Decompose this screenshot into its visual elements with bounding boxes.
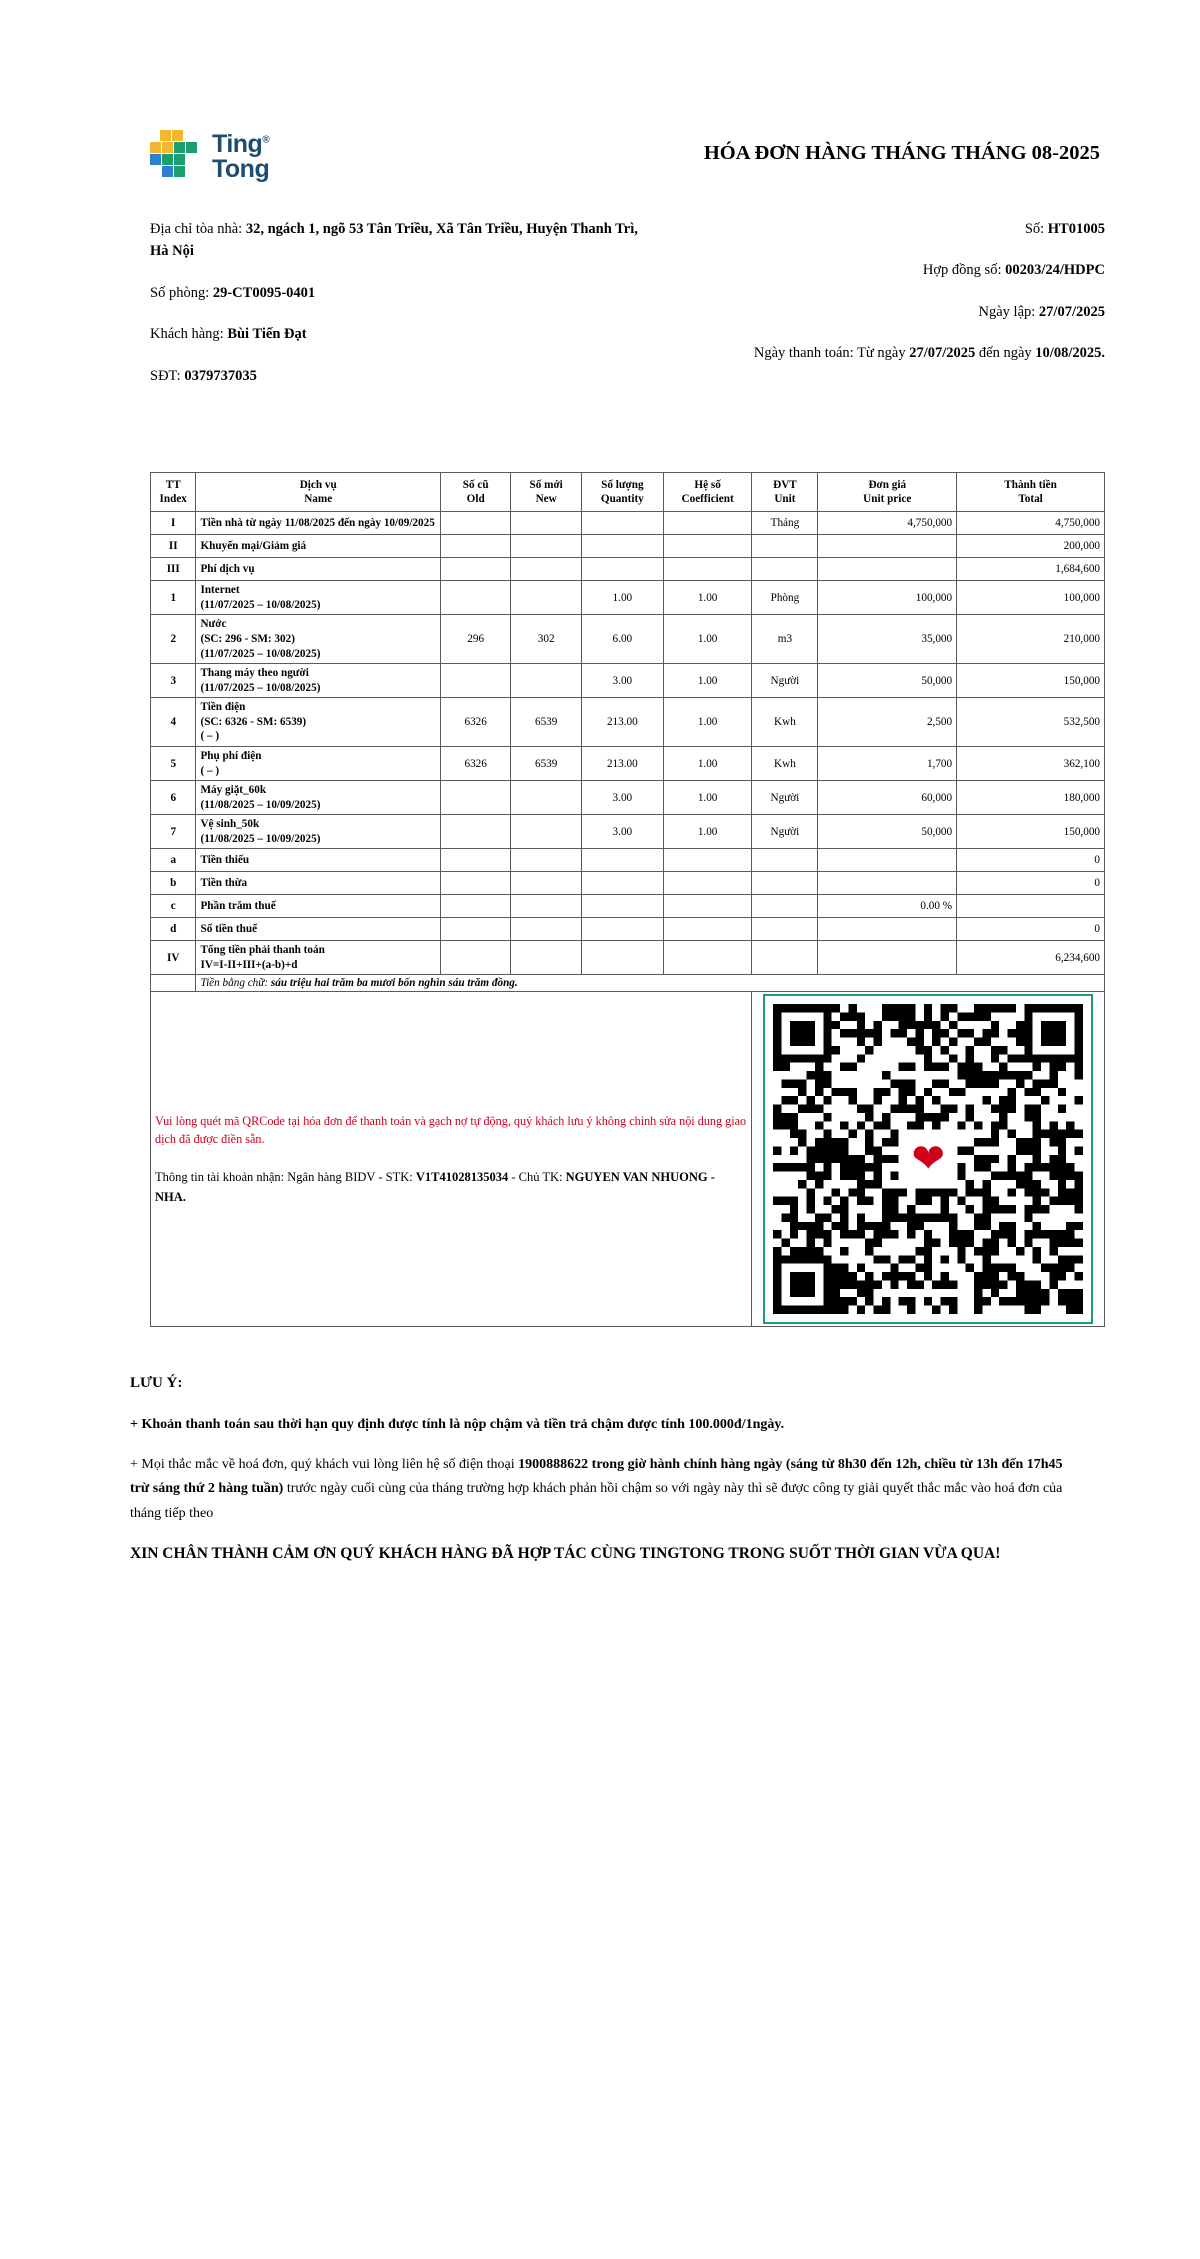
cell-unit-price xyxy=(818,849,957,872)
brand-trademark: ® xyxy=(262,134,270,146)
cell-quantity: 3.00 xyxy=(581,664,663,698)
table-row xyxy=(151,746,1105,780)
cell-total: 180,000 xyxy=(957,781,1105,815)
cell-unit-price: 50,000 xyxy=(818,664,957,698)
cell-total: 150,000 xyxy=(957,664,1105,698)
cell-new xyxy=(511,512,581,535)
cell-new xyxy=(511,558,581,581)
cell-unit xyxy=(752,941,818,975)
payment-mid-label: đến ngày xyxy=(978,345,1032,362)
col-name: Dịch vụ Name xyxy=(196,473,440,512)
table-row xyxy=(151,558,1105,581)
invoice-number-label: Số: xyxy=(1024,221,1045,237)
cell-new xyxy=(511,872,581,895)
cell-total: 0 xyxy=(957,849,1105,872)
table-row xyxy=(151,895,1105,918)
cell-unit-price: 100,000 xyxy=(818,581,957,615)
cell-old xyxy=(440,781,510,815)
cell-index: IV xyxy=(151,941,196,975)
cell-index: c xyxy=(151,895,196,918)
created-date-label: Ngày lập: xyxy=(978,303,1036,320)
cell-old xyxy=(440,581,510,615)
cell-old xyxy=(440,941,510,975)
cell-coefficient: 1.00 xyxy=(663,615,752,664)
cell-service-name: Phí dịch vụ xyxy=(196,558,440,581)
cell-index: 1 xyxy=(151,581,196,615)
building-address-row xyxy=(150,218,647,263)
cell-new xyxy=(511,941,581,975)
invoice-table xyxy=(150,472,1105,1327)
table-row xyxy=(151,535,1105,558)
cell-coefficient xyxy=(663,535,752,558)
cell-service-name: Khuyến mại/Giảm giá xyxy=(196,535,440,558)
invoice-number-value: HT01005 xyxy=(1047,221,1105,237)
amount-in-words: Tiền bằng chữ: sáu triệu hai trăm ba mươi bốn nghìn sáu trăm đồng. xyxy=(196,975,1105,992)
table-row xyxy=(151,849,1105,872)
cell-old xyxy=(440,512,510,535)
cell-service-name: Tổng tiền phải thanh toán IV=I-II+III+(a-b)+d xyxy=(196,941,440,975)
cell-unit: m3 xyxy=(752,615,818,664)
cell-index: d xyxy=(151,918,196,941)
cell-unit: Người xyxy=(752,815,818,849)
cell-old xyxy=(440,872,510,895)
cell-quantity: 6.00 xyxy=(581,615,663,664)
cell-old xyxy=(440,918,510,941)
table-row xyxy=(151,512,1105,535)
cell-old xyxy=(440,664,510,698)
cell-total: 100,000 xyxy=(957,581,1105,615)
cell-service-name: Internet (11/07/2025 – 10/08/2025) xyxy=(196,581,440,615)
cell-total: 4,750,000 xyxy=(957,512,1105,535)
table-row xyxy=(151,581,1105,615)
cell-service-name: Vệ sinh_50k (11/08/2025 – 10/09/2025) xyxy=(196,815,440,849)
building-address-value: 32, ngách 1, ngõ 53 Tân Triều, Xã Tân Triều, Huyện Thanh Trì, Hà Nội xyxy=(150,221,638,260)
cell-total: 0 xyxy=(957,872,1105,895)
col-quantity: Số lượng Quantity xyxy=(581,473,663,512)
cell-total: 532,500 xyxy=(957,698,1105,747)
cell-coefficient: 1.00 xyxy=(663,698,752,747)
cell-quantity: 3.00 xyxy=(581,781,663,815)
cell-unit xyxy=(752,918,818,941)
cell-old: 6326 xyxy=(440,746,510,780)
cell-old xyxy=(440,535,510,558)
payment-from-value: 27/07/2025 xyxy=(909,345,976,362)
invoice-table-wrap xyxy=(0,406,1200,1327)
bank-info: Thông tin tài khoản nhận: Ngân hàng BIDV - STK: V1T41028135034 - Chủ TK: NGUYEN VAN NHUONG - NHA. xyxy=(155,1170,715,1205)
cell-quantity xyxy=(581,535,663,558)
cell-index: 3 xyxy=(151,664,196,698)
cell-index: II xyxy=(151,535,196,558)
thanks-message: XIN CHÂN THÀNH CẢM ƠN QUÝ KHÁCH HÀNG ĐÃ HỢP TÁC CÙNG TINGTONG TRONG SUỐT THỜI GIAN VỪA QUA! xyxy=(130,1544,1001,1562)
cell-quantity xyxy=(581,512,663,535)
cell-new xyxy=(511,535,581,558)
table-header-row xyxy=(151,473,1105,512)
cell-total: 200,000 xyxy=(957,535,1105,558)
cell-unit: Người xyxy=(752,781,818,815)
created-date-value: 27/07/2025 xyxy=(1038,303,1105,320)
invoice-header xyxy=(0,0,1200,184)
cell-service-name: Số tiền thuế xyxy=(196,918,440,941)
qr-code[interactable] xyxy=(763,994,1093,1324)
cell-new xyxy=(511,815,581,849)
contract-label: Hợp đồng số: xyxy=(922,262,1002,279)
room-row xyxy=(150,282,647,304)
cell-coefficient xyxy=(663,918,752,941)
table-row xyxy=(151,941,1105,975)
cell-coefficient xyxy=(663,558,752,581)
cell-new xyxy=(511,781,581,815)
cell-service-name: Nước (SC: 296 - SM: 302) (11/07/2025 – 10/08/2025) xyxy=(196,615,440,664)
bank-account-number: V1T41028135034 xyxy=(415,1170,509,1185)
cell-unit xyxy=(752,849,818,872)
cell-new xyxy=(511,581,581,615)
cell-old: 6326 xyxy=(440,698,510,747)
cell-unit-price xyxy=(818,918,957,941)
cell-unit xyxy=(752,535,818,558)
cell-quantity: 1.00 xyxy=(581,581,663,615)
payment-to-value: 10/08/2025. xyxy=(1035,345,1105,362)
cell-new xyxy=(511,895,581,918)
col-old: Số cũ Old xyxy=(440,473,510,512)
cell-unit-price: 0.00 % xyxy=(818,895,957,918)
building-address-label: Địa chỉ tòa nhà: xyxy=(150,221,243,237)
invoice-meta xyxy=(0,184,1200,406)
cell-index: 2 xyxy=(151,615,196,664)
col-unit-price: Đơn giá Unit price xyxy=(818,473,957,512)
bank-account-owner: NGUYEN VAN NHUONG - NHA. xyxy=(155,1170,715,1205)
cell-index: a xyxy=(151,849,196,872)
cell-old xyxy=(440,895,510,918)
table-row xyxy=(151,698,1105,747)
cell-service-name: Tiền nhà từ ngày 11/08/2025 đến ngày 10/09/2025 xyxy=(196,512,440,535)
heart-icon: ❤ xyxy=(899,1130,957,1188)
cell-unit: Người xyxy=(752,664,818,698)
notes-heading: LƯU Ý: xyxy=(130,1375,183,1392)
cell-quantity xyxy=(581,895,663,918)
cell-new: 6539 xyxy=(511,698,581,747)
cell-quantity xyxy=(581,849,663,872)
created-date-row xyxy=(647,301,1105,323)
cell-coefficient: 1.00 xyxy=(663,664,752,698)
cell-quantity xyxy=(581,558,663,581)
cell-old xyxy=(440,558,510,581)
cell-unit xyxy=(752,872,818,895)
table-row xyxy=(151,815,1105,849)
cell-unit-price: 4,750,000 xyxy=(818,512,957,535)
cell-index: 6 xyxy=(151,781,196,815)
cell-unit-price xyxy=(818,941,957,975)
cell-unit-price: 50,000 xyxy=(818,815,957,849)
cell-service-name: Tiền thừa xyxy=(196,872,440,895)
table-row xyxy=(151,872,1105,895)
cell-total: 6,234,600 xyxy=(957,941,1105,975)
cell-unit-price xyxy=(818,558,957,581)
cell-index: III xyxy=(151,558,196,581)
cell-unit-price xyxy=(818,872,957,895)
cell-new: 302 xyxy=(511,615,581,664)
customer-label: Khách hàng: xyxy=(150,326,224,343)
cell-service-name: Phần trăm thuế xyxy=(196,895,440,918)
tingtong-logo-icon xyxy=(150,130,202,184)
cell-total: 362,100 xyxy=(957,746,1105,780)
note-item-2: + Mọi thắc mắc về hoá đơn, quý khách vui lòng liên hệ số điện thoại 1900888622 trong giờ hành chính hàng ngày (sáng từ 8h30 đến 12h, chiều từ 13h đến 17h45 trừ sáng thứ 2 hàng tuần) trước ngày cuối cùng của tháng trường hợp khách phản hồi chậm so với ngày này thì sẽ được công ty giải quyết thắc mắc vào hoá đơn của tháng tiếp theo xyxy=(130,1457,1063,1521)
cell-quantity xyxy=(581,872,663,895)
customer-value: Bùi Tiến Đạt xyxy=(227,326,307,343)
cell-coefficient: 1.00 xyxy=(663,815,752,849)
cell-coefficient xyxy=(663,849,752,872)
brand-logo xyxy=(150,120,330,184)
qr-info-cell xyxy=(151,992,752,1327)
cell-coefficient: 1.00 xyxy=(663,581,752,615)
cell-old xyxy=(440,815,510,849)
customer-row xyxy=(150,323,647,345)
cell-total: 210,000 xyxy=(957,615,1105,664)
cell-unit xyxy=(752,558,818,581)
cell-service-name: Tiền điện (SC: 6326 - SM: 6539) ( – ) xyxy=(196,698,440,747)
cell-coefficient xyxy=(663,872,752,895)
cell-quantity xyxy=(581,918,663,941)
cell-coefficient xyxy=(663,941,752,975)
cell-unit: Phòng xyxy=(752,581,818,615)
col-total: Thành tiền Total xyxy=(957,473,1105,512)
qr-block-row xyxy=(151,992,1105,1327)
cell-total: 150,000 xyxy=(957,815,1105,849)
brand-name-line2: Tong xyxy=(212,155,270,183)
cell-service-name: Máy giặt_60k (11/08/2025 – 10/09/2025) xyxy=(196,781,440,815)
cell-total: 0 xyxy=(957,918,1105,941)
col-coefficient: Hệ số Coefficient xyxy=(663,473,752,512)
payment-period-row xyxy=(647,342,1105,364)
cell-unit: Kwh xyxy=(752,746,818,780)
cell-unit-price: 35,000 xyxy=(818,615,957,664)
cell-new: 6539 xyxy=(511,746,581,780)
cell-quantity: 213.00 xyxy=(581,698,663,747)
cell-index: 4 xyxy=(151,698,196,747)
amount-in-words-row xyxy=(151,975,1105,992)
cell-unit: Kwh xyxy=(752,698,818,747)
phone-label: SĐT: xyxy=(150,367,181,384)
qr-code-cell xyxy=(752,992,1105,1327)
invoice-number-row xyxy=(647,218,1105,240)
cell-coefficient xyxy=(663,512,752,535)
cell-unit: Tháng xyxy=(752,512,818,535)
note-item-1: + Khoản thanh toán sau thời hạn quy định được tính là nộp chậm và tiền trả chậm được tính 100.000đ/1ngày. xyxy=(130,1417,785,1433)
cell-old xyxy=(440,849,510,872)
cell-quantity: 3.00 xyxy=(581,815,663,849)
brand-name-line1: Ting xyxy=(212,130,263,158)
phone-row xyxy=(150,365,647,387)
cell-unit-price: 60,000 xyxy=(818,781,957,815)
cell-old: 296 xyxy=(440,615,510,664)
cell-total xyxy=(957,895,1105,918)
cell-quantity xyxy=(581,941,663,975)
cell-unit xyxy=(752,895,818,918)
contract-row xyxy=(647,259,1105,281)
cell-total: 1,684,600 xyxy=(957,558,1105,581)
room-value: 29-CT0095-0401 xyxy=(212,284,316,301)
cell-coefficient xyxy=(663,895,752,918)
cell-service-name: Tiền thiếu xyxy=(196,849,440,872)
qr-warning-text: Vui lòng quét mã QRCode tại hóa đơn để thanh toán và gạch nợ tự động, quý khách lưu ý không chỉnh sửa nội dung giao dịch đã được điền sẵn. xyxy=(155,1113,747,1147)
cell-index: b xyxy=(151,872,196,895)
table-row xyxy=(151,615,1105,664)
cell-index: 7 xyxy=(151,815,196,849)
cell-service-name: Thang máy theo người (11/07/2025 – 10/08/2025) xyxy=(196,664,440,698)
cell-new xyxy=(511,849,581,872)
cell-quantity: 213.00 xyxy=(581,746,663,780)
cell-coefficient: 1.00 xyxy=(663,746,752,780)
cell-unit-price: 2,500 xyxy=(818,698,957,747)
table-row xyxy=(151,918,1105,941)
col-unit: ĐVT Unit xyxy=(752,473,818,512)
cell-new xyxy=(511,918,581,941)
cell-unit-price: 1,700 xyxy=(818,746,957,780)
cell-service-name: Phụ phí điện ( – ) xyxy=(196,746,440,780)
cell-coefficient: 1.00 xyxy=(663,781,752,815)
col-index: TT Index xyxy=(151,473,196,512)
page-title: HÓA ĐƠN HÀNG THÁNG THÁNG 08-2025 xyxy=(703,142,1100,164)
cell-index: 5 xyxy=(151,746,196,780)
room-label: Số phòng: xyxy=(150,284,210,301)
cell-index: I xyxy=(151,512,196,535)
table-row xyxy=(151,781,1105,815)
table-row xyxy=(151,664,1105,698)
payment-period-label: Ngày thanh toán: Từ ngày xyxy=(753,345,906,362)
phone-value: 0379737035 xyxy=(184,367,257,384)
col-new: Số mới New xyxy=(511,473,581,512)
contract-value: 00203/24/HDPC xyxy=(1005,262,1105,279)
cell-new xyxy=(511,664,581,698)
cell-unit-price xyxy=(818,535,957,558)
invoice-notes xyxy=(0,1327,1200,1566)
